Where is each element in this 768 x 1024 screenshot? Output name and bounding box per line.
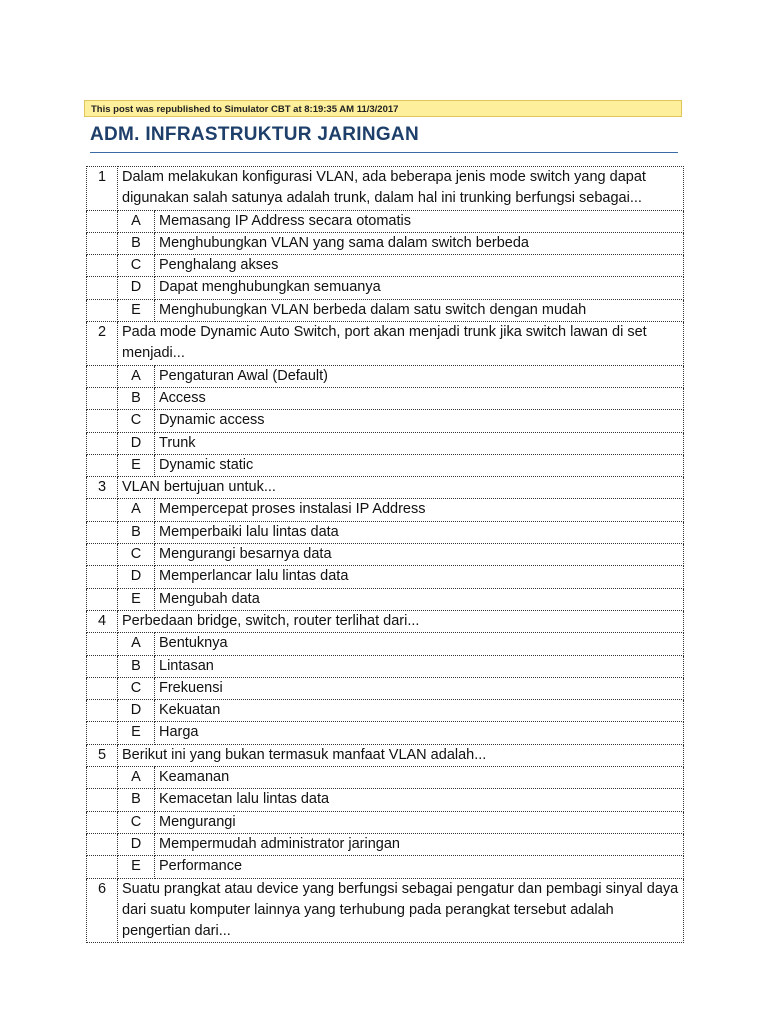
option-row bbox=[87, 499, 684, 521]
option-text: Frekuensi bbox=[155, 677, 684, 699]
option-number-blank bbox=[87, 232, 118, 254]
option-row bbox=[87, 722, 684, 744]
option-letter: D bbox=[118, 432, 155, 454]
option-letter: D bbox=[118, 700, 155, 722]
option-letter: B bbox=[118, 789, 155, 811]
option-number-blank bbox=[87, 722, 118, 744]
question-number: 2 bbox=[87, 322, 118, 366]
option-row bbox=[87, 255, 684, 277]
option-text: Performance bbox=[155, 856, 684, 878]
question-text: Suatu prangkat atau device yang berfungsi sebagai pengatur dan pembagi sinyal daya dari suatu komputer lainnya yang terhubung pada perangkat tersebut adalah pengertian dari... bbox=[118, 878, 684, 943]
option-number-blank bbox=[87, 588, 118, 610]
option-number-blank bbox=[87, 789, 118, 811]
option-letter: B bbox=[118, 232, 155, 254]
question-number: 6 bbox=[87, 878, 118, 943]
option-row bbox=[87, 277, 684, 299]
option-row bbox=[87, 566, 684, 588]
option-text: Trunk bbox=[155, 432, 684, 454]
option-number-blank bbox=[87, 255, 118, 277]
option-row bbox=[87, 588, 684, 610]
question-text: Berikut ini yang bukan termasuk manfaat VLAN adalah... bbox=[118, 744, 684, 766]
option-row bbox=[87, 833, 684, 855]
option-letter: A bbox=[118, 767, 155, 789]
option-row bbox=[87, 655, 684, 677]
option-letter: E bbox=[118, 588, 155, 610]
question-text: Pada mode Dynamic Auto Switch, port akan menjadi trunk jika switch lawan di set menjadi... bbox=[118, 322, 684, 366]
question-row bbox=[87, 167, 684, 211]
option-letter: C bbox=[118, 677, 155, 699]
option-row bbox=[87, 299, 684, 321]
option-number-blank bbox=[87, 365, 118, 387]
option-row bbox=[87, 432, 684, 454]
option-letter: C bbox=[118, 410, 155, 432]
option-number-blank bbox=[87, 833, 118, 855]
option-letter: A bbox=[118, 633, 155, 655]
option-number-blank bbox=[87, 299, 118, 321]
question-row bbox=[87, 322, 684, 366]
option-number-blank bbox=[87, 454, 118, 476]
option-text: Pengaturan Awal (Default) bbox=[155, 365, 684, 387]
option-text: Harga bbox=[155, 722, 684, 744]
option-letter: C bbox=[118, 544, 155, 566]
questions-table-body bbox=[87, 167, 684, 943]
option-number-blank bbox=[87, 856, 118, 878]
option-letter: A bbox=[118, 499, 155, 521]
option-number-blank bbox=[87, 633, 118, 655]
option-row bbox=[87, 521, 684, 543]
option-number-blank bbox=[87, 811, 118, 833]
option-text: Access bbox=[155, 387, 684, 409]
option-letter: E bbox=[118, 856, 155, 878]
option-text: Dynamic access bbox=[155, 410, 684, 432]
option-number-blank bbox=[87, 499, 118, 521]
option-text: Lintasan bbox=[155, 655, 684, 677]
option-text: Memperbaiki lalu lintas data bbox=[155, 521, 684, 543]
option-number-blank bbox=[87, 210, 118, 232]
page-title: ADM. INFRASTRUKTUR JARINGAN bbox=[90, 124, 419, 145]
option-text: Menghubungkan VLAN berbeda dalam satu switch dengan mudah bbox=[155, 299, 684, 321]
option-text: Mempermudah administrator jaringan bbox=[155, 833, 684, 855]
option-letter: E bbox=[118, 454, 155, 476]
option-text: Mengurangi bbox=[155, 811, 684, 833]
option-row bbox=[87, 789, 684, 811]
option-letter: D bbox=[118, 833, 155, 855]
option-number-blank bbox=[87, 387, 118, 409]
option-row bbox=[87, 454, 684, 476]
option-text: Mempercepat proses instalasi IP Address bbox=[155, 499, 684, 521]
option-letter: B bbox=[118, 655, 155, 677]
option-letter: C bbox=[118, 811, 155, 833]
option-row bbox=[87, 410, 684, 432]
question-text: Dalam melakukan konfigurasi VLAN, ada beberapa jenis mode switch yang dapat digunakan salah satunya adalah trunk, dalam hal ini trunking berfungsi sebagai... bbox=[118, 167, 684, 211]
option-letter: B bbox=[118, 387, 155, 409]
option-row bbox=[87, 856, 684, 878]
option-row bbox=[87, 544, 684, 566]
option-number-blank bbox=[87, 767, 118, 789]
question-number: 4 bbox=[87, 610, 118, 632]
option-text: Bentuknya bbox=[155, 633, 684, 655]
option-number-blank bbox=[87, 410, 118, 432]
question-number: 1 bbox=[87, 167, 118, 211]
option-number-blank bbox=[87, 521, 118, 543]
questions-table bbox=[86, 166, 684, 943]
option-number-blank bbox=[87, 566, 118, 588]
option-row bbox=[87, 633, 684, 655]
option-text: Memasang IP Address secara otomatis bbox=[155, 210, 684, 232]
option-letter: B bbox=[118, 521, 155, 543]
option-row bbox=[87, 387, 684, 409]
question-row bbox=[87, 477, 684, 499]
option-text: Menghubungkan VLAN yang sama dalam switch berbeda bbox=[155, 232, 684, 254]
option-row bbox=[87, 210, 684, 232]
option-text: Penghalang akses bbox=[155, 255, 684, 277]
option-text: Dapat menghubungkan semuanya bbox=[155, 277, 684, 299]
option-number-blank bbox=[87, 700, 118, 722]
option-number-blank bbox=[87, 655, 118, 677]
question-row bbox=[87, 744, 684, 766]
option-number-blank bbox=[87, 277, 118, 299]
option-text: Mengubah data bbox=[155, 588, 684, 610]
option-text: Dynamic static bbox=[155, 454, 684, 476]
question-text: Perbedaan bridge, switch, router terlihat dari... bbox=[118, 610, 684, 632]
option-number-blank bbox=[87, 544, 118, 566]
option-row bbox=[87, 232, 684, 254]
option-row bbox=[87, 811, 684, 833]
question-text: VLAN bertujuan untuk... bbox=[118, 477, 684, 499]
option-text: Kemacetan lalu lintas data bbox=[155, 789, 684, 811]
question-row bbox=[87, 878, 684, 943]
option-text: Kekuatan bbox=[155, 700, 684, 722]
option-letter: C bbox=[118, 255, 155, 277]
question-number: 5 bbox=[87, 744, 118, 766]
question-row bbox=[87, 610, 684, 632]
option-letter: A bbox=[118, 365, 155, 387]
option-text: Keamanan bbox=[155, 767, 684, 789]
option-letter: D bbox=[118, 277, 155, 299]
question-number: 3 bbox=[87, 477, 118, 499]
option-row bbox=[87, 700, 684, 722]
option-letter: E bbox=[118, 722, 155, 744]
option-letter: E bbox=[118, 299, 155, 321]
option-row bbox=[87, 365, 684, 387]
option-row bbox=[87, 767, 684, 789]
option-letter: A bbox=[118, 210, 155, 232]
option-number-blank bbox=[87, 677, 118, 699]
option-number-blank bbox=[87, 432, 118, 454]
option-letter: D bbox=[118, 566, 155, 588]
option-row bbox=[87, 677, 684, 699]
option-text: Mengurangi besarnya data bbox=[155, 544, 684, 566]
republish-notice: This post was republished to Simulator CBT at 8:19:35 AM 11/3/2017 bbox=[84, 100, 682, 117]
option-text: Memperlancar lalu lintas data bbox=[155, 566, 684, 588]
title-divider bbox=[90, 152, 678, 153]
